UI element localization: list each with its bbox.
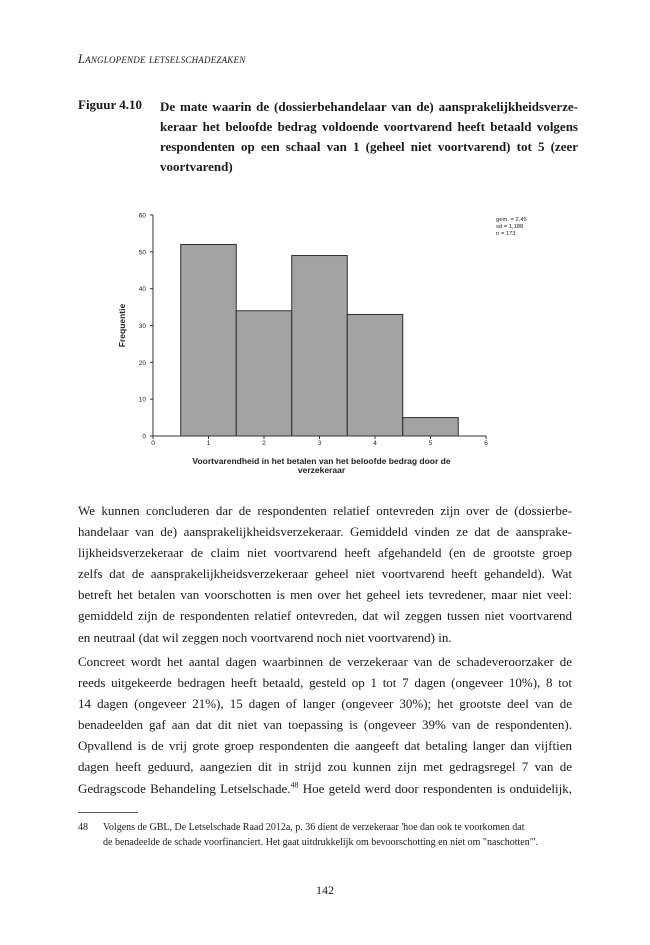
paragraph-line: reeds uitgekeerde bedragen heeft betaald, gesteld op 1 tot 7 dagen (ongeveer 10%), 8 tot [78,675,572,691]
footnote-number: 48 [78,822,88,833]
y-axis-label: Frequentie [117,303,127,348]
figure-title [160,97,578,177]
footnote-separator [78,812,138,813]
paragraph-line: betreft het betalen van voorschotten is men over het geheel iets tevredener, maar niet veel: [78,587,572,603]
x-axis-label: Voortvarendheid in het betalen van het beloofde bedrag door de [192,456,451,466]
histogram-chart [108,200,553,480]
paragraph-line: We kunnen concluderen dar de respondenten relatief ontevreden zijn over de (dossierbe- [78,503,572,518]
y-tick-label: 60 [138,212,146,220]
histogram-bar [403,418,459,436]
legend-stat: n = 173 [496,231,516,237]
footnote-text [103,820,578,850]
x-tick-label: 1 [206,440,211,447]
figure-title-line: De mate waarin de (dossierbehandelaar van de) aansprakelijkheidsverze- [160,99,578,114]
x-tick-label: 0 [151,440,155,447]
x-tick-label: 5 [428,440,433,447]
paragraph-line: lijkheidsverzekeraar de claim niet voortvarend heeft afgehandeld (en de grootste groep [78,545,572,561]
y-tick-label: 50 [138,249,146,257]
paragraph-text: Hoe geteld werd door respondenten is onduidelijk, [298,780,572,796]
paragraph-line: handelaar van de) aansprakelijkheidsverzekeraar. Gemiddeld vinden ze dat de aansprake- [78,524,572,540]
figure-title-line: keraar het beloofde bedrag voldoende voortvarend heeft betaald volgens [160,119,578,134]
figure-title-line: respondenten op een schaal van 1 (geheel niet voortvarend) tot 5 (zeer [160,139,578,154]
footnote-reference[interactable]: 48 [290,780,299,790]
page-number: 142 [316,883,334,897]
histogram-bar [292,256,348,436]
x-tick-label: 4 [373,440,377,447]
histogram-bar [181,244,237,436]
x-tick-label: 3 [317,440,322,447]
figure-number: Figuur 4.10 [78,97,143,112]
legend-stat: gem. = 2,45 [496,217,527,223]
paragraph-line: 14 dagen (ongeveer 21%), 15 dagen of langer (ongeveer 30%); het grootste deel van de [78,696,572,712]
paragraph-line: Concreet wordt het aantal dagen waarbinnen de verzekeraar van de schadeveroorzaker de [78,654,572,669]
y-tick-label: 10 [138,396,146,404]
x-tick-label: 6 [484,440,488,447]
paragraph-2 [78,651,572,799]
paragraph-line: Opvallend is de vrij grote groep respondenten die aangeeft dat betaling langer dan vijftien [78,738,572,754]
x-axis-label: verzekeraar [297,465,346,475]
y-tick-label: 20 [138,359,146,367]
histogram-bar [347,314,403,436]
y-tick-label: 30 [138,323,146,330]
paragraph-line: benadeelden gaf aan dat dit niet van toepassing is (ongeveer 39% van de respondenten). [78,717,572,733]
legend-stat: sd = 1,188 [496,224,524,230]
paragraph-line: zelfs dat de aansprakelijkheidsverzekeraar geheel niet voortvarend heeft gehandeld). Wat [78,566,572,582]
figure-title-line: voortvarend) [160,159,233,174]
footnote-line: de benadeelde de schade voorfinanciert. Het gaat uitdrukkelijk om bevoorschotting en niet om "naschotten"'. [103,837,539,848]
paragraph-line: gemiddeld zijn de respondenten relatief ontevreden, dat wil zeggen tussen niet voortvarend [78,608,572,624]
paragraph-line: en neutraal (dat wil zeggen noch voortvarend noch niet voortvarend) in. [78,629,452,645]
x-tick-label: 2 [262,440,266,447]
y-tick-label: 40 [138,286,146,294]
footnote-line: Volgens de GBL, De Letselschade Raad 2012a, p. 36 dient de verzekeraar 'hoe dan ook te voorkomen dat [103,822,525,833]
paragraph-line: dagen heeft geduurd, aangezien dit in strijd zou kunnen zijn met gedragsregel 7 van de [78,759,572,775]
paragraph-1 [78,500,572,648]
paragraph-text: Gedragscode Behandeling Letselschade. [78,780,291,796]
running-header: Langlopende letselschadezaken [78,52,246,66]
y-tick-label: 0 [142,433,146,441]
histogram-bar [236,311,292,436]
paragraph-line [78,778,572,799]
